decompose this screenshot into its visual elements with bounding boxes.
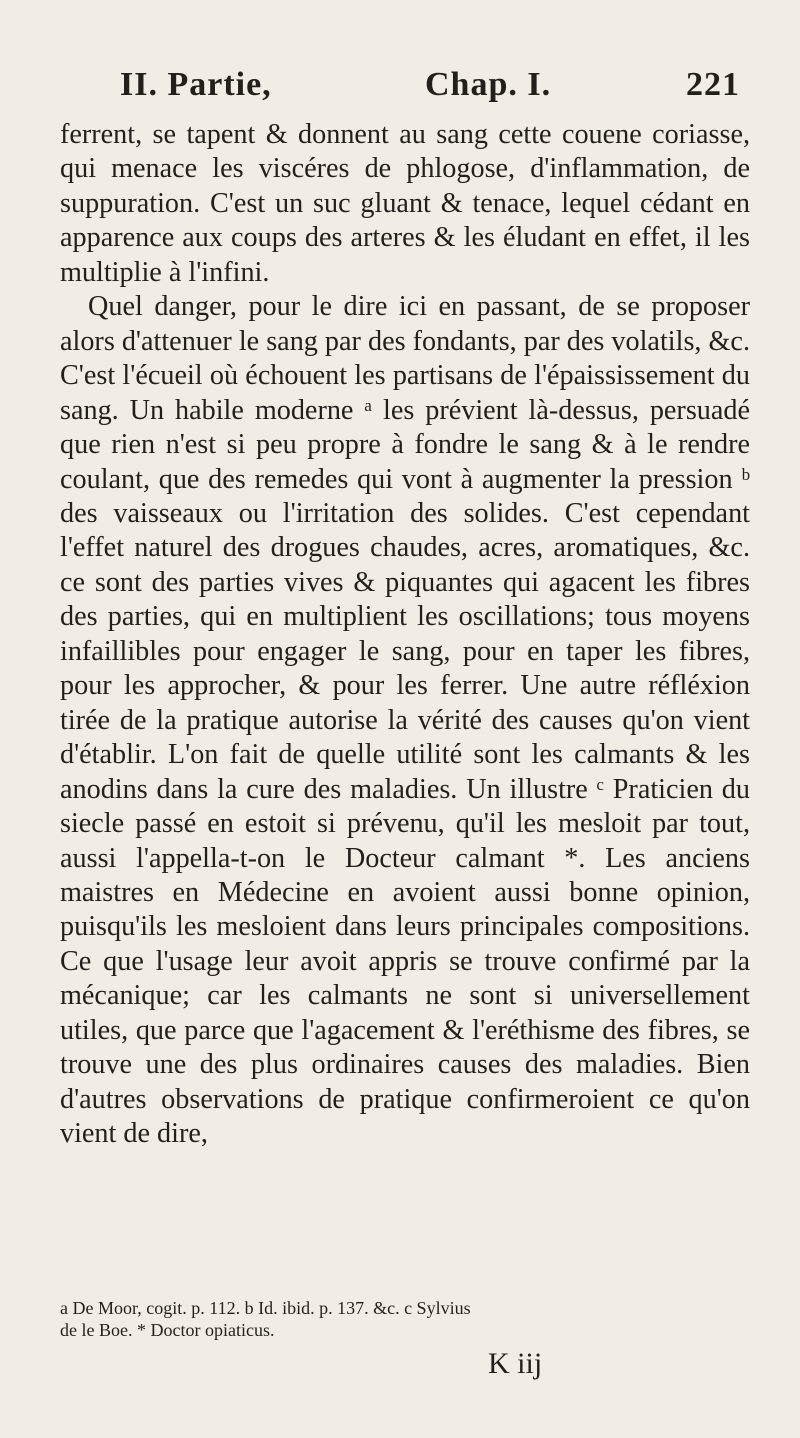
footnotes bbox=[60, 1297, 750, 1341]
body-text bbox=[60, 118, 750, 1152]
paragraph-main: Quel danger, pour le dire ici en passant, de se proposer alors d'attenuer le sang par des fondants, par des volatils, &c. C'est l'écueil où échouent les partisans de l'épaississement du sang. Un habile moderne ᵃ les prévient là-dessus, persuadé que rien n'est si peu propre à fondre le sang & à le rendre coulant, que des remedes qui vont à augmenter la pression ᵇ des vaisseaux ou l'irritation des solides. C'est cependant l'effet naturel des drogues chaudes, acres, aromatiques, &c. ce sont des parties vives & piquantes qui agacent les fibres des parties, qui en multiplient les oscillations; tous moyens infaillibles pour engager le sang, pour en taper les fibres, pour les approcher, & pour les ferrer. Une autre réfléxion tirée de la pratique autorise la vérité des causes qu'on vient d'établir. L'on fait de quelle utilité sont les calmants & les anodins dans la cure des maladies. Un illustre ᶜ Praticien du siecle passé en estoit si prévenu, qu'il les mesloit par tout, aussi l'appella-t-on le Docteur calmant *. Les anciens maistres en Médecine en avoient aussi bonne opinion, puisqu'ils les mesloient dans leurs principales compositions. Ce que l'usage leur avoit appris se trouve confirmé par la mécanique; car les calmants ne sont si universellement utiles, que parce que l'agacement & l'eréthisme des fibres, se trouve une des plus ordinaires causes des maladies. Bien d'autres observations de pratique confirmeroient ce qu'on vient de dire, bbox=[60, 291, 750, 1150]
footnote-line-1: a De Moor, cogit. p. 112. b Id. ibid. p. 137. &c. c Sylvius bbox=[60, 1298, 471, 1318]
paragraph-continuation: ferrent, se tapent & donnent au sang cette couene coriasse, qui menace les viscéres de phlogose, d'inflammation, de suppuration. C'est un suc gluant & tenace, lequel cédant en apparence aux coups des arteres & les éludant en effet, il les multiplie à l'infini. bbox=[60, 119, 750, 288]
footnote-line-2: de le Boe. * Doctor opiaticus. bbox=[60, 1320, 275, 1340]
page-number: 221 bbox=[686, 66, 740, 103]
running-head-part: II. Partie, bbox=[120, 66, 272, 103]
running-head bbox=[120, 66, 740, 116]
signature-mark: K iij bbox=[488, 1347, 543, 1380]
running-head-chapter: Chap. I. bbox=[425, 66, 552, 103]
